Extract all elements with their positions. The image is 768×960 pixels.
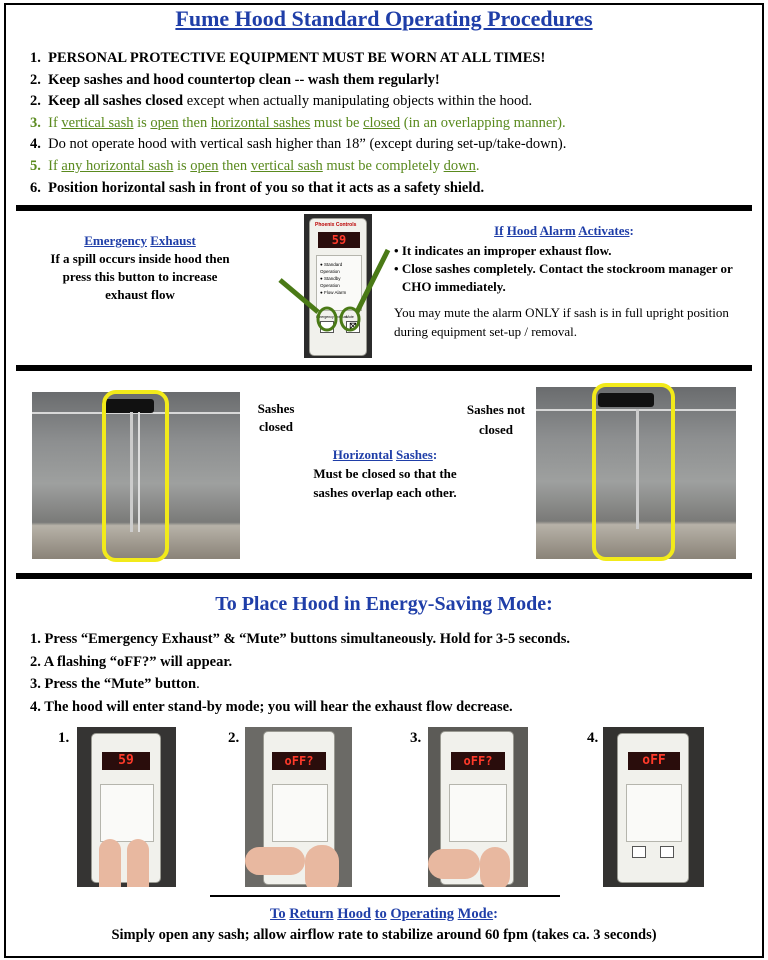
step-number: 1.	[58, 730, 70, 746]
step-photo-2: oFF?	[245, 727, 352, 887]
step-photo-1: 59	[77, 727, 176, 887]
rule-3: 2. Keep all sashes closed except when actually manipulating objects within the hood.	[30, 93, 533, 110]
step-number: 2.	[228, 730, 240, 746]
highlight-box	[592, 383, 675, 561]
mute-button[interactable]: ⊠	[346, 321, 360, 333]
step-photo-4: oFF	[603, 727, 704, 887]
pointer-lines	[270, 240, 410, 340]
divider	[16, 365, 752, 371]
sashes-closed-label: Sashes closed	[257, 401, 295, 434]
controller-photo: Phoenix Controls 59 ● Standard Operation ● Standby Operation ● Flow Alarm Emergency Exhaust Mute ⊠	[304, 214, 372, 358]
highlight-box	[102, 390, 169, 562]
alarm-info: If Hood Alarm Activates: • It indicates an improper exhaust flow. • Close sashes completely. Contact the stockroom manager or CHO immediately. You may mute the alarm ONLY if sash is in full upright position during equipment set-up / removal.	[394, 223, 733, 339]
rule-4: 3. If vertical sash is open then horizontal sashes must be closed (in an overlapping manner).	[30, 114, 566, 131]
rule-5: 4. Do not operate hood with vertical sash higher than 18” (except during set-up/take-down).	[30, 136, 567, 153]
step-number: 3.	[410, 730, 422, 746]
emergency-exhaust-note: Emergency Exhaust If a spill occurs inside hood then press this button to increase exhaust flow	[50, 233, 230, 302]
page-title: Fume Hood Standard Operating Procedures	[175, 6, 593, 31]
step-number: 4.	[587, 730, 599, 746]
rule-6: 5. If any horizontal sash is open then vertical sash must be completely down.	[30, 157, 480, 174]
divider	[16, 205, 752, 211]
horizontal-sashes-note: Horizontal Sashes: Must be closed so that the sashes overlap each other.	[313, 447, 457, 500]
return-to-operating-mode: To Return Hood to Operating Mode: Simply open any sash; allow airflow rate to stabilize around 60 fpm (takes ca. 3 seconds)	[111, 906, 657, 943]
procedure-list	[30, 48, 566, 199]
divider	[210, 895, 560, 897]
rule-1: 1. PERSONAL PROTECTIVE EQUIPMENT MUST BE WORN AT ALL TIMES!	[30, 50, 546, 66]
rule-2: 2. Keep sashes and hood countertop clean -- wash them regularly!	[30, 71, 440, 88]
energy-saving-title: To Place Hood in Energy-Saving Mode:	[215, 593, 553, 615]
step-photo-3: oFF?	[428, 727, 528, 887]
sashes-not-closed-label: Sashes not closed	[466, 402, 526, 437]
divider	[16, 573, 752, 579]
energy-saving-steps: 1. Press “Emergency Exhaust” & “Mute” buttons simultaneously. Hold for 3-5 seconds. 2. A flashing “oFF?” will appear. 3. Press the “Mute” button. 4. The hood will enter stand-by mode; you will hear the exhaust flow decrease.	[30, 631, 571, 715]
rule-7: 6. Position horizontal sash in front of you so that it acts as a safety shield.	[30, 179, 485, 196]
